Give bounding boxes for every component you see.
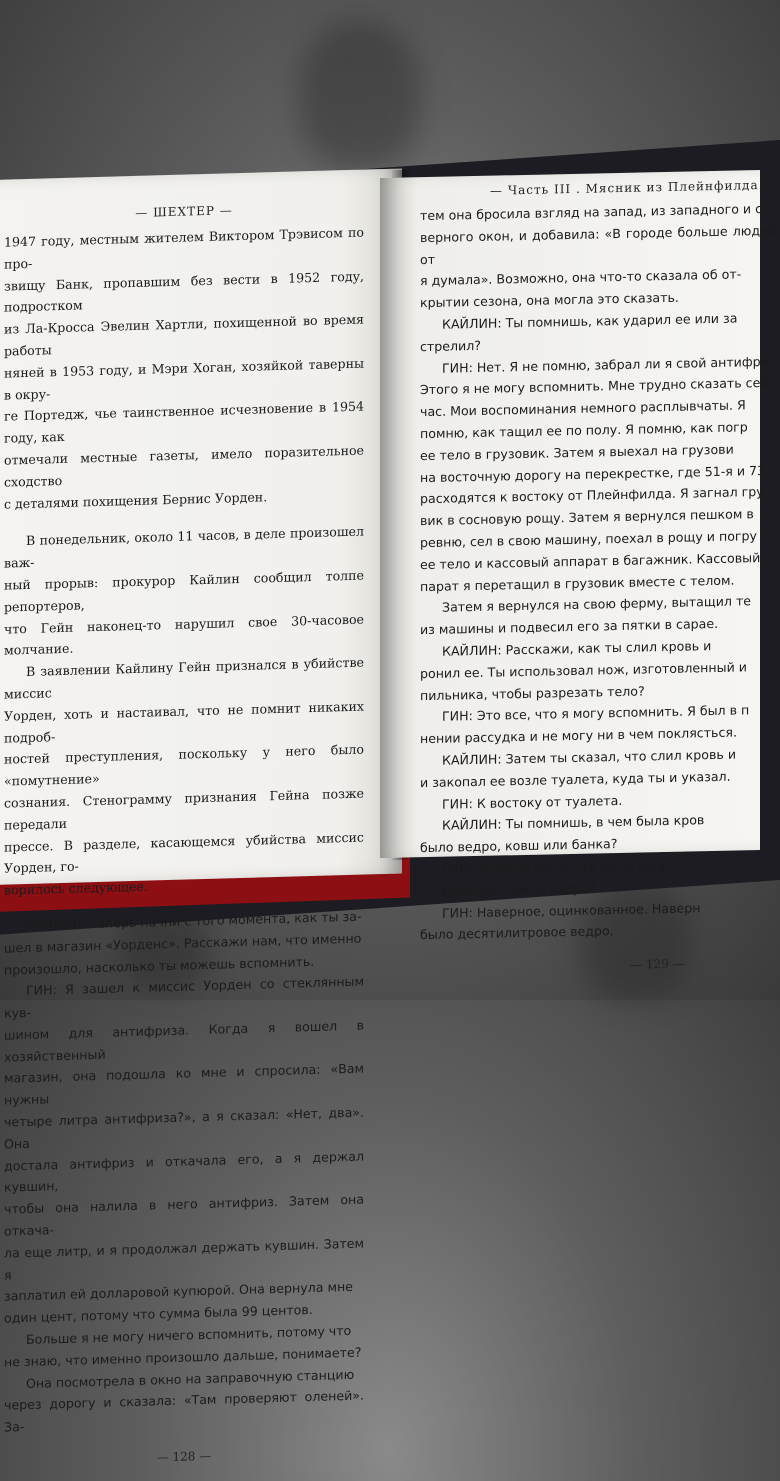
dialogue-line: ла еще литр, и я продолжал держать кувшин. Затем я [4,1235,364,1283]
dialogue-line: КАЙЛИН: Затем ты сказал, что слил кровь и [442,746,736,768]
right-page [380,170,780,972]
dialogue-line: было десятилитровое ведро. [420,923,614,943]
dialogue-line: заплатил ей долларовой купюрой. Она вернула мне [4,1279,353,1305]
dialogue-line: ГИН: Нет. Я не помню, забрал ли я свой антифриз. [442,353,780,376]
dialogue-line: стрелил? [420,337,481,354]
dialogue-line: один цент, потому что сумма была 99 центов. [4,1302,313,1326]
text-line: ный прорыв: прокурор Кайлин сообщил толпе репортеров, [4,567,364,615]
text-line: ворилось следующее. [4,878,148,898]
dialogue-line: и закопал ее возле туалета, куда ты и указал. [420,768,731,790]
dialogue-line: вик в сосновую рощу. Затем я вернулся пешком в [420,506,754,529]
dialogue-line: Затем я вернулся на свою ферму, вытащил те [442,593,752,616]
text-line: 1947 году, местным жителем Виктором Трэвисом по про- [4,224,364,272]
right-running-head: — Часть III . Мясник из Плейнфилда — [490,177,777,198]
text-line: В понедельник, около 11 часов, в деле произошел важ- [4,523,364,571]
dialogue-line: из машины и подвесил его за пятки в сарае. [420,616,719,638]
text-line: звищу Банк, пропавшим без вести в 1952 году, подростком [4,268,364,315]
text-line: что Гейн наконец-то нарушил свое 30-часовое молчание. [4,611,364,658]
dialogue-line: чтобы она налила в него антифриз. Затем она откача- [4,1191,364,1239]
text-line: ге Портедж, чье таинственное исчезновение в 1954 году, как [4,398,364,446]
text-line: из Ла-Кросса Эвелин Хартли, похищенной во время работы [4,311,364,359]
dialogue-line: шел в магазин «Уорденс». Расскажи нам, что именно [4,930,362,956]
text-line: крытии сезона, она могла это сказать. [420,289,679,311]
text-line: няней в 1953 году, и Мэри Хоган, хозяйкой таверны в окру- [4,355,364,403]
dialogue-line: достала антифриз и откачала его, а я держал кувшин, [4,1148,364,1196]
dialogue-line: ГИН: Я зашел к миссис Уорден со стеклянным кув- [4,973,364,1021]
dialogue-line: ГИН: Должно быть, это было ведро. [442,856,682,877]
dialogue-line: на восточную дорогу на перекрестке, где 51-я и 73 [420,462,766,485]
dialogue-line: через дорогу и сказала: «Там проверяют оленей». За- [4,1387,364,1435]
dialogue-line: КАЙЛИН: Расскажи, как ты слил кровь и [442,637,712,659]
dialogue-line: нении рассудка и не могу ни в чем поклясться. [420,724,737,747]
dialogue-line: ГИН: К востоку от туалета. [442,792,623,812]
dialogue-line: ее тело и кассовый аппарат в багажник. Кассовый [420,549,761,572]
text-line: ностей преступления, поскольку у него было «помутнение» [4,741,364,789]
dialogue-line: магазин, она подошла ко мне и спросила: «Вам нужны [4,1061,364,1108]
text-line: с деталями похищения Бернис Уорден. [4,488,268,512]
dialogue-line: КАЙЛИН: Ты помнишь, в чем была кров [442,812,705,834]
dialogue-line: произошло, насколько ты можешь вспомнить. [4,953,315,978]
dialogue-line: помню, как тащил ее по полу. Я помню, как погр [420,419,748,442]
text-line: тем она бросила взгляд на запад, из западного и се- [420,200,775,224]
text-line: я думала». Возможно, она что-то сказала об от- [420,266,742,289]
text-line: В заявлении Кайлину Гейн признался в убийстве миссис [4,654,364,702]
right-text [420,198,780,947]
left-page [0,168,402,1465]
left-page-number: — 128 — [156,1448,212,1465]
dialogue-line: ГИН: Это все, что я могу вспомнить. Я был в п [442,702,750,725]
dialogue-line: Этого я не могу вспомнить. Мне трудно сказать сей [420,375,769,398]
dialogue-line: ронил ее. Ты использовал нож, изготовленный и [420,659,747,681]
text-line: верного окон, и добавила: «В городе больше людей, от [420,222,780,267]
dialogue-line: парат я перетащил в грузовик вместе с телом. [420,572,735,594]
text-line: Уорден, хоть и настаивал, что не помнит никаких подроб- [4,698,364,746]
dialogue-line: пильника, чтобы разрезать тело? [420,682,645,703]
dialogue-line: ГИН: Наверное, оцинкованное. Наверн [442,899,701,921]
dialogue-line: было ведро, ковш или банка? [420,836,618,856]
dialogue-line: ее тело в грузовик. Затем я выехал на грузови [420,441,734,463]
left-running-head: — ШЕХТЕР — [135,203,233,220]
text-line: сознания. Стенограмму признания Гейна позже передали [4,785,364,833]
dialogue-line: расходятся к востоку от Плейнфилда. Я загнал гру [420,484,764,507]
text-line: отмечали местные газеты, имело поразительное сходство [4,442,364,490]
dialogue-line: час. Мои воспоминания немного расплывчаты. Я [420,397,746,420]
right-page-number: — 129 — [630,956,685,972]
dialogue-line: КАЙЛИН: Какое ведро? [442,880,596,899]
left-paragraph-2 [4,521,364,902]
dialogue-line: Больше я не могу ничего вспомнить, потому что [26,1322,352,1348]
dialogue-line: Она посмотрела в окно на заправочную станцию [26,1366,355,1391]
dialogue-line: не знаю, что именно произошло дальше, понимаете? [4,1344,362,1370]
text-line: прессе. В разделе, касающемся убийства миссис Уорден, го- [4,829,364,876]
dialogue-line: ревню, сел в свою машину, поехал в рощу и погру [420,528,757,551]
dialogue-line: четыре литра антифриза?», а я сказал: «Нет, два». Она [4,1104,364,1152]
left-paragraph-1 [4,222,364,515]
dialogue-line: шином для антифриза. Когда я вошел в хозяйственный [4,1017,364,1065]
left-dialogue [4,905,364,1438]
dialogue-line: КАЙЛИН: Ты помнишь, как ударил ее или за [442,310,738,332]
dialogue-line: КАЙЛИН: Теперь начни с того момента, как ты за- [26,908,362,933]
